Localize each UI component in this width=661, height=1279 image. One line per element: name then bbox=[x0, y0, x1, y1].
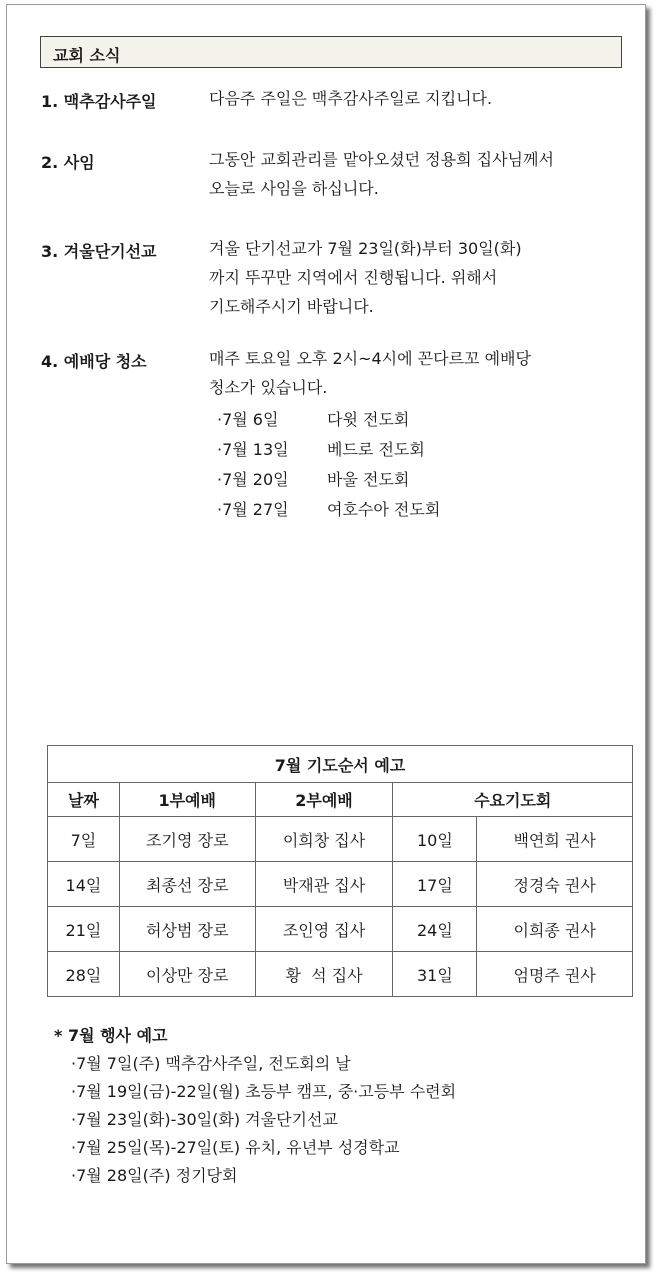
table-row bbox=[48, 817, 633, 862]
cleaning-team: 바울 전도회 bbox=[327, 470, 410, 489]
prayer-schedule-table bbox=[47, 745, 633, 997]
item-line: 오늘로 사임을 하십니다. bbox=[209, 179, 379, 198]
section-header-text: 교회 소식 bbox=[53, 46, 121, 65]
table-cell: 10일 bbox=[393, 817, 477, 862]
table-header: 날짜 bbox=[48, 783, 120, 817]
item-line: 다음주 주일은 맥추감사주일로 지킵니다. bbox=[209, 89, 493, 108]
cleaning-date: ·7월 27일 bbox=[217, 500, 289, 519]
event-item: ·7월 7일(주) 맥추감사주일, 전도회의 날 bbox=[71, 1054, 351, 1073]
table-header: 2부예배 bbox=[255, 783, 393, 817]
table-cell: 정경숙 권사 bbox=[477, 862, 633, 907]
table-header: 1부예배 bbox=[119, 783, 255, 817]
table-cell: 7일 bbox=[48, 817, 120, 862]
table-cell: 백연희 권사 bbox=[477, 817, 633, 862]
table-cell: 황 석 집사 bbox=[255, 952, 393, 997]
table-cell: 21일 bbox=[48, 907, 120, 952]
event-item: ·7월 28일(주) 정기당회 bbox=[71, 1166, 238, 1185]
table-row bbox=[48, 907, 633, 952]
item-label: 2. 사임 bbox=[41, 153, 95, 172]
item-line: 청소가 있습니다. bbox=[209, 378, 328, 397]
item-line: 기도해주시기 바랍니다. bbox=[209, 297, 374, 316]
cleaning-date: ·7월 20일 bbox=[217, 470, 289, 489]
table-cell: 14일 bbox=[48, 862, 120, 907]
item-line: 매주 토요일 오후 2시~4시에 꼰다르꼬 예배당 bbox=[209, 349, 531, 368]
item-line: 겨울 단기선교가 7월 23일(화)부터 30일(화) bbox=[209, 239, 522, 258]
table-cell: 17일 bbox=[393, 862, 477, 907]
table-title: 7월 기도순서 예고 bbox=[48, 746, 633, 783]
event-item: ·7월 19일(금)-22일(월) 초등부 캠프, 중·고등부 수련회 bbox=[71, 1082, 457, 1101]
table-cell: 엄명주 권사 bbox=[477, 952, 633, 997]
table-cell: 24일 bbox=[393, 907, 477, 952]
item-label: 3. 겨울단기선교 bbox=[41, 242, 157, 261]
table-cell: 28일 bbox=[48, 952, 120, 997]
table-row bbox=[48, 952, 633, 997]
table-cell: 31일 bbox=[393, 952, 477, 997]
event-item: ·7월 25일(목)-27일(토) 유치, 유년부 성경학교 bbox=[71, 1138, 400, 1157]
item-label: 1. 맥추감사주일 bbox=[41, 92, 157, 111]
item-line: 까지 뚜꾸만 지역에서 진행됩니다. 위해서 bbox=[209, 268, 498, 287]
table-cell: 조인영 집사 bbox=[255, 907, 393, 952]
cleaning-team: 여호수아 전도회 bbox=[327, 500, 441, 519]
table-cell: 이희종 권사 bbox=[477, 907, 633, 952]
table-header: 수요기도회 bbox=[393, 783, 633, 817]
item-text bbox=[209, 145, 554, 203]
cleaning-team: 다윗 전도회 bbox=[327, 410, 410, 429]
table-cell: 이희창 집사 bbox=[255, 817, 393, 862]
table-cell: 조기영 장로 bbox=[119, 817, 255, 862]
cleaning-date: ·7월 6일 bbox=[217, 410, 279, 429]
bulletin-page bbox=[6, 4, 646, 1264]
item-text bbox=[209, 344, 531, 402]
table-cell: 이상만 장로 bbox=[119, 952, 255, 997]
item-text bbox=[209, 234, 522, 321]
item-text bbox=[209, 84, 492, 113]
item-label: 4. 예배당 청소 bbox=[41, 352, 147, 371]
cleaning-team: 베드로 전도회 bbox=[327, 440, 425, 459]
table-cell: 박재관 집사 bbox=[255, 862, 393, 907]
events-title: * 7월 행사 예고 bbox=[54, 1026, 168, 1045]
cleaning-date: ·7월 13일 bbox=[217, 440, 289, 459]
item-line: 그동안 교회관리를 맡아오셨던 정용희 집사님께서 bbox=[209, 150, 554, 169]
table-row bbox=[48, 862, 633, 907]
table-cell: 최종선 장로 bbox=[119, 862, 255, 907]
event-item: ·7월 23일(화)-30일(화) 겨울단기선교 bbox=[71, 1110, 338, 1129]
section-header bbox=[40, 36, 622, 68]
table-cell: 허상범 장로 bbox=[119, 907, 255, 952]
